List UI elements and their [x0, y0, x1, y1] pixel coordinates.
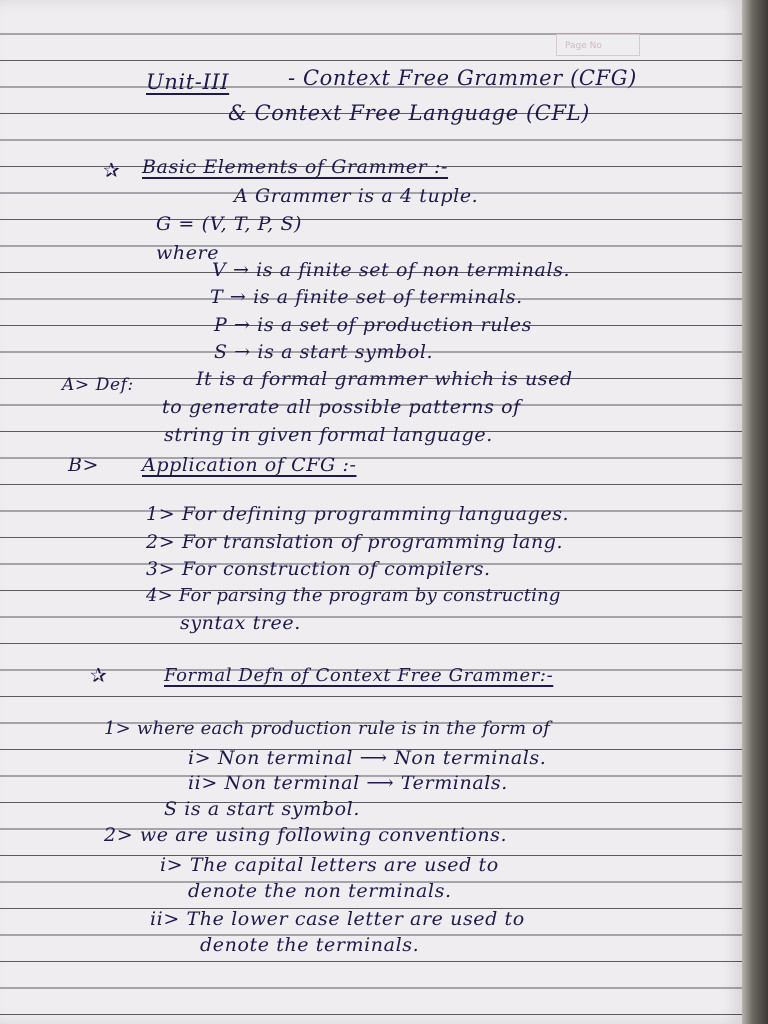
- star-icon: ✰: [90, 663, 108, 687]
- page-edge: [742, 0, 768, 1024]
- formal-rule-1-start: S is a start symbol.: [164, 798, 360, 820]
- grammar-tuple-line: A Grammer is a 4 tuple.: [234, 185, 479, 207]
- def-v: V → is a finite set of non terminals.: [212, 259, 571, 281]
- star-icon: ✰: [103, 158, 121, 182]
- basic-elements-heading: Basic Elements of Grammer :-: [142, 156, 449, 178]
- title-line-2: & Context Free Language (CFL): [228, 101, 590, 125]
- def-t: T → is a finite set of terminals.: [210, 286, 523, 308]
- formal-rule-2-ii-continued: denote the terminals.: [200, 934, 420, 956]
- formal-definition-heading: Formal Defn of Context Free Grammer:-: [164, 665, 554, 686]
- applications-heading: Application of CFG :-: [142, 454, 357, 476]
- definition-line-3: string in given formal language.: [164, 424, 493, 446]
- definition-label: A> Def:: [62, 375, 134, 395]
- where-label: where: [156, 242, 220, 264]
- application-item-4: 4> For parsing the program by constructing: [146, 585, 561, 606]
- grammar-tuple: G = (V, T, P, S): [156, 213, 303, 235]
- formal-rule-1-ii: ii> Non terminal ⟶ Terminals.: [188, 772, 508, 794]
- definition-line-1: It is a formal grammer which is used: [196, 368, 573, 390]
- formal-rule-1-i: i> Non terminal ⟶ Non terminals.: [188, 747, 547, 769]
- def-s: S → is a start symbol.: [214, 341, 434, 363]
- application-item-2: 2> For translation of programming lang.: [146, 531, 564, 553]
- formal-rule-1: 1> where each production rule is in the form of: [104, 718, 551, 739]
- def-p: P → is a set of production rules: [214, 314, 532, 336]
- page-number-stamp: Page No: [556, 34, 640, 56]
- application-item-4-continued: syntax tree.: [180, 612, 301, 634]
- definition-line-2: to generate all possible patterns of: [162, 396, 521, 418]
- formal-rule-2-i: i> The capital letters are used to: [160, 854, 499, 876]
- title-line-1: - Context Free Grammer (CFG): [288, 66, 637, 90]
- unit-label: Unit-III: [146, 70, 230, 94]
- formal-rule-2: 2> we are using following conventions.: [104, 824, 508, 846]
- applications-label: B>: [68, 454, 100, 476]
- application-item-1: 1> For defining programming languages.: [146, 503, 570, 525]
- formal-rule-2-i-continued: denote the non terminals.: [188, 880, 452, 902]
- formal-rule-2-ii: ii> The lower case letter are used to: [150, 908, 525, 930]
- application-item-3: 3> For construction of compilers.: [146, 558, 491, 580]
